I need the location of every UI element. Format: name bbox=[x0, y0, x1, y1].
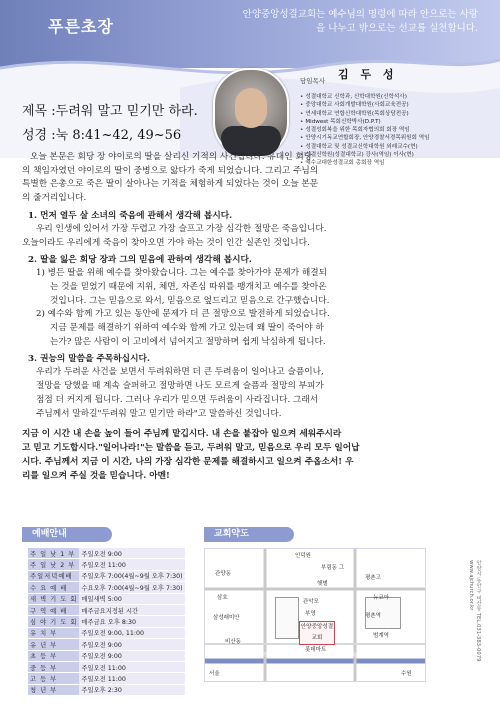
credential-item: • 예수교대한성결교회 총회장 역임 bbox=[300, 159, 490, 167]
sermon-scripture-label: 성경 : bbox=[22, 128, 56, 143]
schedule-row bbox=[28, 604, 185, 615]
credential-item: • 중앙대학교 사회개발대학원(사회교육전공) bbox=[300, 101, 490, 109]
section-line: 우리 인생에 있어서 가장 두렵고 가장 슬프고 가장 심각한 절망은 죽음입니다. bbox=[36, 223, 327, 234]
schedule-row bbox=[28, 650, 185, 661]
section-heading-3: 3. 권능의 말씀을 주목하십시다. bbox=[28, 354, 150, 365]
map-label: 삼호 bbox=[217, 595, 228, 601]
map-label: 서울 bbox=[209, 671, 220, 677]
schedule-time: 주일오후 2:30 bbox=[79, 684, 184, 695]
credential-item: • 성결신학원(성결대학교) 강사(역임) 이사(현) bbox=[300, 151, 490, 159]
map-label: 평촌고 bbox=[365, 575, 381, 581]
schedule-time: 주일오전 11:00 bbox=[79, 559, 184, 570]
schedule-row bbox=[28, 639, 185, 650]
section-line: 절망을 당했을 때 계속 슬퍼하고 절망하면 나도 모르게 슬픔과 절망의 부피가 bbox=[36, 381, 324, 392]
map-label: 비산동사거리 bbox=[235, 653, 267, 659]
intro-line: 의 줄거리입니다. bbox=[22, 193, 87, 204]
section-line: 1) 병든 딸을 위해 예수를 찾아왔습니다. 그는 예수를 찾아가야 문제가 해결되 bbox=[36, 268, 328, 279]
schedule-service: 주 일 낮 1 부 bbox=[28, 548, 79, 559]
sermon-heading bbox=[22, 100, 198, 148]
map-label: 뉴코아 bbox=[373, 595, 389, 601]
schedule-service: 주 일 낮 2 부 bbox=[28, 559, 79, 570]
map-label: 관양동 bbox=[215, 571, 231, 577]
section-heading-2: 2. 딸을 잃은 회당 장과 그의 믿음에 관하여 생각해 봅시다. bbox=[28, 255, 252, 266]
credential-item: • 성결성회복을 위한 목회자협의회 회장 역임 bbox=[300, 126, 490, 134]
schedule-service: 유 년 부 bbox=[28, 639, 79, 650]
schedule-service: 심 야 기 도 회 bbox=[28, 616, 79, 627]
closing-line: 시다. 주님께서 지금 이 시간, 나의 가장 심각한 문제를 해결하시고 일으켜 주옵소서! 우 bbox=[22, 457, 354, 468]
schedule-service: 주일저녁예배 bbox=[28, 570, 79, 581]
schedule-service: 구 역 예 배 bbox=[28, 604, 79, 615]
pastor-photo bbox=[213, 68, 289, 158]
schedule-row bbox=[28, 570, 185, 581]
sermon-title: 두려워 말고 믿기만 하라. bbox=[55, 104, 198, 119]
schedule-row bbox=[28, 582, 185, 593]
section-line: 오늘이라도 우리에게 죽음이 찾아오면 가야 하는 것이 인간 실존인 것입니다. bbox=[22, 237, 310, 248]
pastor-name: 김 두 성 bbox=[338, 68, 398, 81]
schedule-time: 주일오전 9:00, 11:00 bbox=[79, 627, 184, 638]
schedule-time: 주일오전 9:00 bbox=[79, 639, 184, 650]
map-label: 비산동 bbox=[225, 639, 241, 645]
church-slogan: 안양중앙성결교회는 예수님의 명령에 따라 안으로는 사랑을 나누고 밖으로는 선교를 실천합니다. bbox=[242, 9, 478, 34]
credential-item: • 연세대학교 연합신학대학원(목회상담전공) bbox=[300, 110, 490, 118]
map-label: 인덕원 bbox=[295, 553, 311, 559]
section-line: 우리가 두려운 사건을 보면서 두려워하면 더 큰 두려움이 일어나고 슬픔이나, bbox=[36, 367, 324, 378]
schedule-time: 주일오전 9:00 bbox=[79, 548, 184, 559]
schedule-time: 주일오전 11:00 bbox=[79, 673, 184, 684]
section-line: 점점 더 커지게 됩니다. 그러나 우리가 믿으면 두려움이 사라집니다. 그래서 bbox=[36, 394, 319, 405]
map-label: 범계역 bbox=[373, 633, 389, 639]
schedule-row bbox=[28, 559, 185, 570]
map-label: 평촌공원 bbox=[353, 653, 375, 659]
section-line: 주님께서 말하길"두려워 말고 믿기만 하라"고 말씀하신 것입니다. bbox=[36, 408, 282, 419]
schedule-time: 매주금요지정된 시간 bbox=[79, 604, 184, 615]
worship-schedule-table bbox=[28, 548, 185, 696]
closing-line: 리를 일으켜 주실 것을 믿습니다. 아멘! bbox=[22, 471, 170, 482]
credential-item: • 성결대학교 신학과, 신학대학원(신학석사) bbox=[300, 93, 490, 101]
schedule-row bbox=[28, 548, 185, 559]
credential-item: • 안양시기독교연합회장, 안양경찰서경목위원회 역임 bbox=[300, 134, 490, 142]
map-label: 삼성래미안 bbox=[213, 615, 240, 621]
section-heading-1: 1. 먼저 열두 살 소녀의 죽음에 관해서 생각해 봅시다. bbox=[28, 210, 233, 221]
section-line: 것입니다. 그는 믿음으로 와서, 믿음으로 엎드리고 믿음으로 간구했습니다. bbox=[50, 295, 330, 306]
sermon-title-label: 제목 : bbox=[22, 104, 56, 119]
schedule-time: 주일오전 9:00 bbox=[79, 650, 184, 661]
map-label: 수원 bbox=[401, 671, 412, 677]
schedule-row bbox=[28, 616, 185, 627]
map-label: 롯데마트 bbox=[305, 647, 327, 653]
schedule-time: 주일오전 11:00 bbox=[79, 661, 184, 672]
schedule-row bbox=[28, 684, 185, 695]
schedule-time: 주일오후 7:00(4월~9월 오후 7:30) bbox=[79, 570, 184, 581]
section-line: 2) 예수와 함께 가고 있는 동안에 문제가 더 큰 절망으로 발전하게 되었습니다. bbox=[36, 309, 330, 320]
credential-item: • 성결대학교 및 성결교신학대학원 외래교수(현) bbox=[300, 143, 490, 151]
section-line: 지금 문제를 해결하기 위하여 예수와 함께 가고 있는데 왜 딸이 죽어야 하 bbox=[50, 323, 324, 334]
schedule-service: 초 등 부 bbox=[28, 650, 79, 661]
schedule-row bbox=[28, 593, 185, 604]
section-line: 는가? 많은 사람이 이 고비에서 넘어지고 절망하며 쉽게 낙심하게 됩니다. bbox=[50, 336, 326, 347]
sermon-body bbox=[22, 151, 482, 483]
schedule-row bbox=[28, 627, 185, 638]
closing-line: 지금 이 시간 내 손을 높이 들어 주님께 맡깁시다. 내 손을 붙잡아 일으켜 세워주시라 bbox=[22, 429, 342, 440]
map-title: 교회약도 bbox=[204, 527, 294, 542]
credential-item: • Midwest 목회신학박사(D.P.T) bbox=[300, 118, 490, 126]
schedule-time: 매주금요 오후 8:30 bbox=[79, 616, 184, 627]
church-location-marker: 안양중앙성결교회 bbox=[299, 621, 335, 645]
schedule-service: 중 등 부 bbox=[28, 661, 79, 672]
schedule-title: 예배안내 bbox=[22, 527, 112, 542]
schedule-service: 고 등 부 bbox=[28, 673, 79, 684]
section-line: 는 것을 믿었기 때문에 지위, 체면, 자존심 따위를 팽개치고 예수를 찾아온 bbox=[50, 281, 327, 292]
schedule-time: 수요오후 7:00(4월~9월 오후 7:30) bbox=[79, 582, 184, 593]
church-map bbox=[204, 548, 426, 682]
map-label: 햇별 bbox=[317, 581, 328, 587]
map-label: 부림동 그 bbox=[321, 565, 345, 571]
bulletin-logo: 푸른초장 bbox=[48, 17, 114, 36]
sermon-scripture: 눅 8:41~42, 49~56 bbox=[55, 128, 182, 143]
church-contact: 안양시 동안구 비산동 TEL.031-383-0079 www.ajchurch.or.kr bbox=[468, 560, 481, 662]
map-label: 관악모 bbox=[303, 599, 319, 605]
schedule-row bbox=[28, 661, 185, 672]
closing-line: 고 믿고 기도합시다."일어나라!"는 말씀을 듣고, 두려워 말고, 믿음으로 우리 모두 일어납 bbox=[22, 443, 360, 454]
schedule-service: 유 치 부 bbox=[28, 627, 79, 638]
map-label: 평촌역 bbox=[365, 613, 381, 619]
schedule-service: 청 년 부 bbox=[28, 684, 79, 695]
intro-line: 특별한 은총으로 죽은 딸이 살아나는 기적을 체험하게 되었다는 것이 오늘 본문 bbox=[22, 179, 319, 190]
intro-line: 의 책임자였던 야이로의 딸이 중병으로 앓다가 죽게 되었습니다. 그리고 주님의 bbox=[22, 165, 319, 176]
schedule-time: 매일새벽 5:00 bbox=[79, 593, 184, 604]
map-label: 부영 bbox=[305, 611, 316, 617]
schedule-row bbox=[28, 673, 185, 684]
intro-line: 오늘 본문은 회당 장 야이로의 딸을 살리신 기적의 사건입니다. 유대인 회당 bbox=[30, 152, 313, 162]
schedule-service: 새 벽 기 도 회 bbox=[28, 593, 79, 604]
schedule-service: 수 요 예 배 bbox=[28, 582, 79, 593]
pastor-role: 담임목사 bbox=[300, 77, 326, 85]
